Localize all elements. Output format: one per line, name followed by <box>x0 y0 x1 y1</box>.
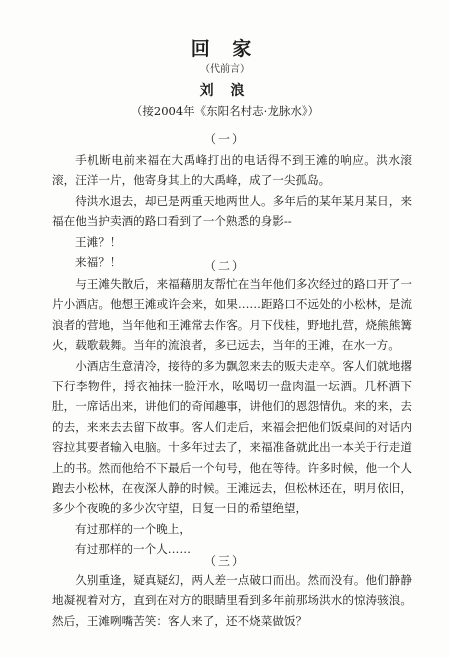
section-heading-1: （一） <box>203 132 246 146</box>
page-subtitle: （代前言） <box>200 64 250 75</box>
section-body-2 <box>52 274 412 560</box>
section-body-1 <box>52 150 412 272</box>
paragraph: 久别重逢，疑真疑幻，两人差一点破口而出。然而没有。他们静静地凝视着对方，直到在对方的眼睛里看到多年前那场洪水的惊涛骇浪。然后，王滩咧嘴苦笑：客人来了，还不烧菜做饭？ <box>52 573 412 628</box>
section-heading-2: （二） <box>203 259 246 273</box>
paragraph: 待洪水退去，却已是两重天地两世人。多年后的某年某月某日，来福在他当护卖酒的路口看到了一个熟悉的身影-- <box>52 193 412 229</box>
paragraph: 手机断电前来福在大禹峰打出的电话得不到王滩的响应。洪水滚滚，汪洋一片，他寄身其上的大禹峰，成了一尖孤岛。 <box>52 153 412 188</box>
source-note: （接2004年《东阳名村志·龙脉水》） <box>130 104 320 118</box>
paragraph: 与王滩失散后，来福藉朋友帮忙在当年他们多次经过的路口开了一片小酒店。他想王滩或许会来，如果……距路口不远处的小松林，是流浪者的营地，当年他和王滩常去作客。月下伐桂，野地扎营，烧熊熊篝火，载歌载舞。当年的流浪者，多已远去，当年的王滩，在水一方。 <box>52 277 412 353</box>
section-body-3 <box>52 570 412 631</box>
page-title: 回 家 <box>190 38 260 60</box>
paragraph: 小酒店生意清冷，接待的多为飘忽来去的贩夫走卒。客人们就地撂下行李物件，捋衣袖抹一脸汗水，吆喝切一盘肉温一坛酒。几杯酒下肚，一席话出来，讲他们的奇闻趣事，讲他们的恩怨情仇。来的来，去的去，来来去去留下故事。客人们走后，来福会把他们饭桌间的对话内容拉其要者输入电脑。十多年过去了，来福准备就此出一本关于行走道上的书。然而他给不下最后一个句号，他在等待。许多时候，他一个人跑去小松林，在夜深人静的时候。王滩远去，但松林还在，明月依旧，多少个夜晚的多少次守望，日复一日的希望绝望， <box>52 358 412 516</box>
dialogue-line: 王滩？！ <box>75 234 122 249</box>
paragraph-line: 有过那样的一个晚上， <box>75 521 191 536</box>
author-name: 刘 浪 <box>199 83 251 99</box>
dialogue-line: 来福？！ <box>75 255 122 270</box>
section-heading-3: （三） <box>203 554 246 568</box>
paragraph-line: 有过那样的一个人…… <box>75 542 191 557</box>
